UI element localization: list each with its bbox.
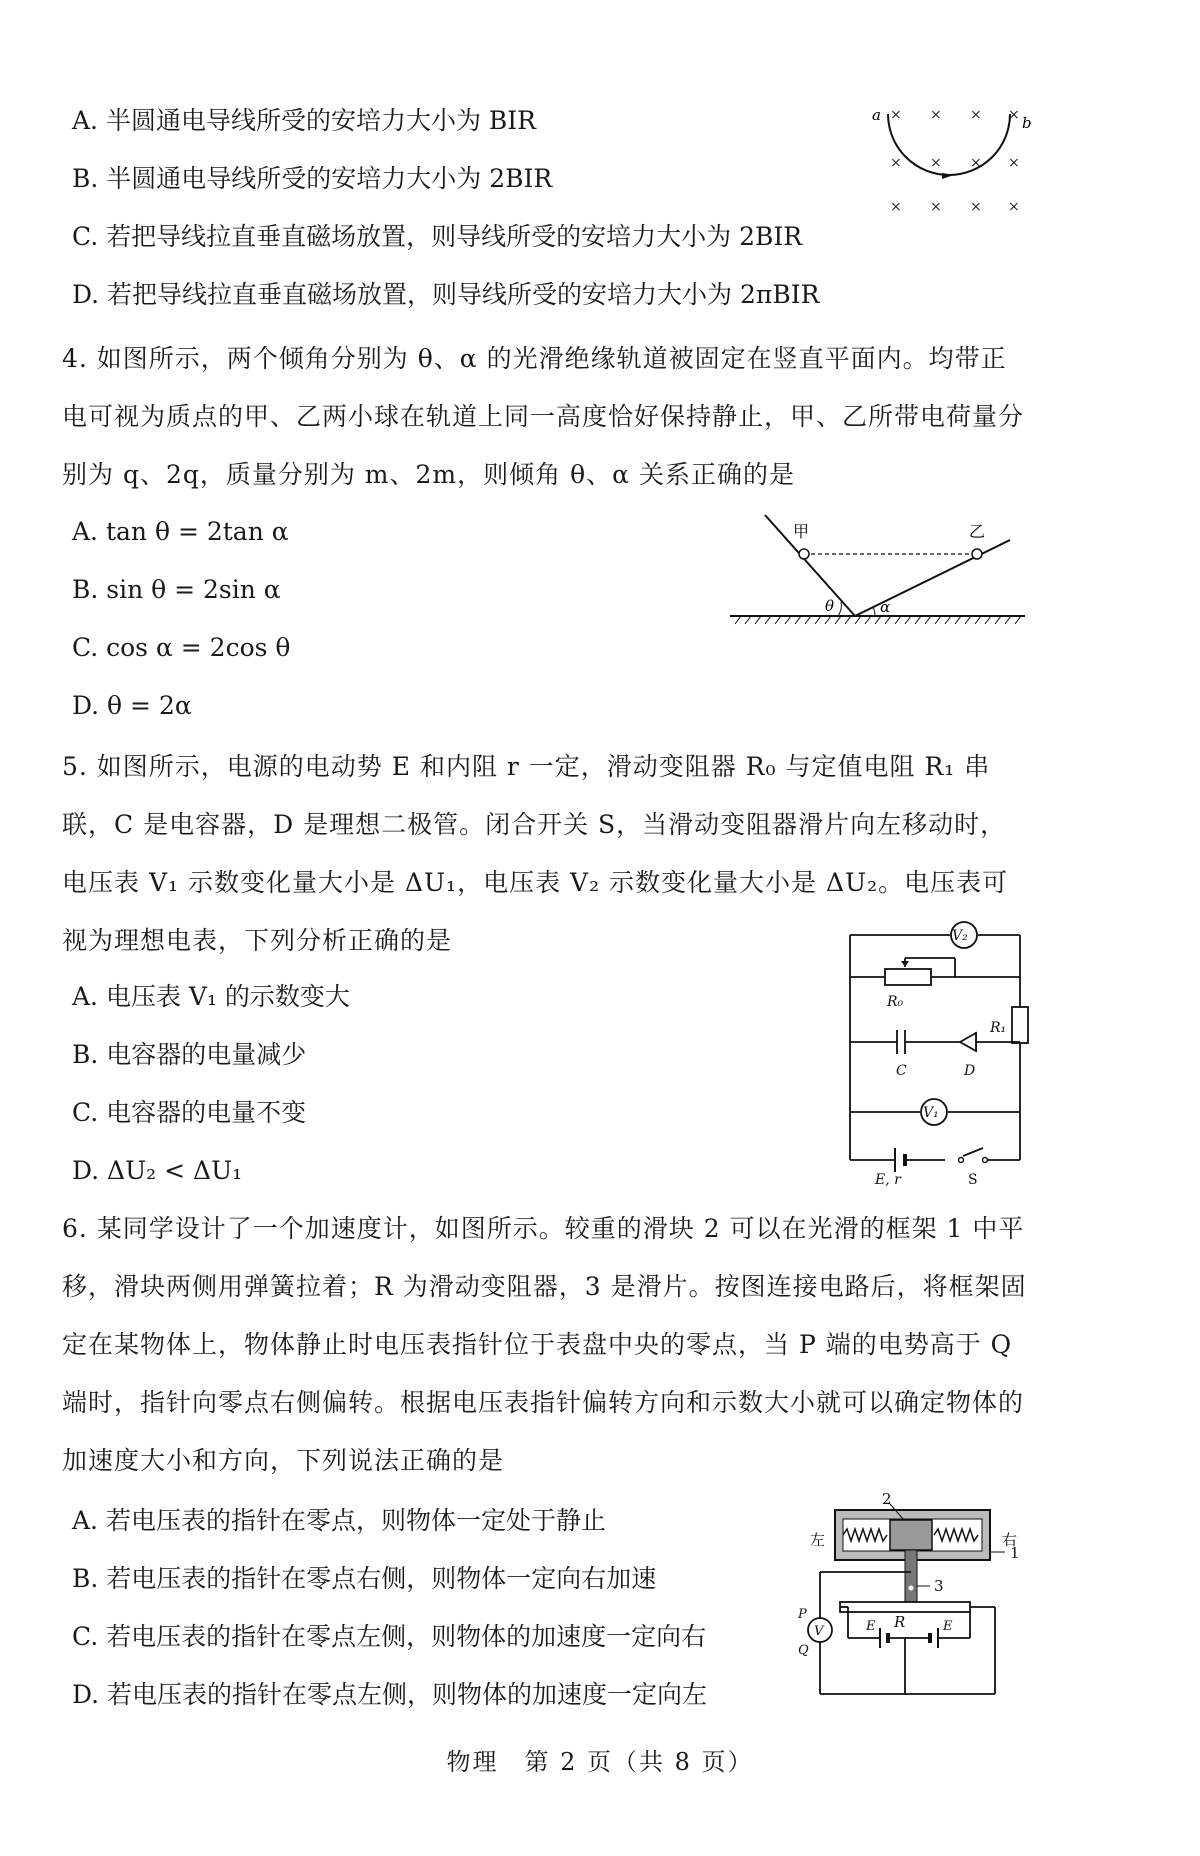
label-1: 1 [1010, 1544, 1020, 1562]
q3-option-a: A. 半圆通电导线所受的安培力大小为 BIR [72, 106, 536, 135]
cross-mark: × [1008, 107, 1020, 123]
q3-option-b: B. 半圆通电导线所受的安培力大小为 2BIR [72, 164, 553, 193]
slider-block-2 [890, 1520, 932, 1550]
label-q: Q [798, 1643, 809, 1658]
q5-figure-circuit [845, 920, 1035, 1188]
label-r0: R₀ [887, 994, 904, 1010]
page-footer: 物理 第 2 页（共 8 页） [446, 1748, 754, 1776]
angle-theta: θ [825, 597, 835, 615]
label-3: 3 [934, 1577, 944, 1595]
label-c: C [896, 1063, 907, 1079]
current-arrow [942, 173, 954, 179]
q4-option-d: D. θ = 2α [72, 691, 192, 720]
q5-option-b: B. 电容器的电量减少 [72, 1040, 307, 1069]
label-jia: 甲 [793, 522, 810, 541]
ball-yi [972, 549, 982, 559]
cross-mark: × [890, 199, 902, 215]
label-d: D [964, 1063, 976, 1079]
angle-alpha: α [880, 598, 891, 616]
rheostat-r [840, 1602, 970, 1612]
q4-stem: 4. 如图所示，两个倾角分别为 θ、α 的光滑绝缘轨道被固定在竖直平面内。均带正电可视为质点的甲、乙两小球在轨道上同一高度恰好保持静止，甲、乙所带电荷量分别为 q、2q，质量分别为 m、2m，则倾角 θ、α 关系正确的是 [62, 344, 1025, 489]
cross-mark: × [890, 107, 902, 123]
label-2: 2 [882, 1490, 892, 1508]
label-left: 左 [810, 1531, 826, 1549]
q3-figure-semicircle [860, 100, 1040, 225]
q3-option-d: D. 若把导线拉直垂直磁场放置，则导线所受的安培力大小为 2πBIR [72, 280, 820, 309]
q4-option-c: C. cos α = 2cos θ [72, 633, 291, 662]
q6-option-c: C. 若电压表的指针在零点左侧，则物体的加速度一定向右 [72, 1622, 707, 1651]
q6-option-b: B. 若电压表的指针在零点右侧，则物体一定向右加速 [72, 1564, 657, 1593]
q5-stem: 5. 如图所示，电源的电动势 E 和内阻 r 一定，滑动变阻器 R₀ 与定值电阻 R₁ 串联，C 是电容器，D 是理想二极管。闭合开关 S，当滑动变阻器滑片向左移动时，电压表 V₁ 示数变化量大小是 ΔU₁，电压表 V₂ 示数变化量大小是 ΔU₂。电压表可视为理想电表，下列分析正确的是 [62, 752, 1009, 955]
label-right: 右 [1002, 1531, 1018, 1549]
label-v: V [814, 1624, 824, 1639]
cross-mark: × [1008, 199, 1020, 215]
label-p: P [798, 1607, 807, 1622]
label-b: b [1022, 114, 1032, 132]
cross-mark: × [930, 107, 942, 123]
label-yi: 乙 [969, 522, 986, 541]
q6-stem: 6. 某同学设计了一个加速度计，如图所示。较重的滑块 2 可以在光滑的框架 1 中平移，滑块两侧用弹簧拉着；R 为滑动变阻器，3 是滑片。按图连接电路后，将框架固定在某物体上，物体静止时电压表指针位于表盘中央的零点，当 P 端的电势高于 Q 端时，指针向零点右侧偏转。根据电压表指针偏转方向和示数大小就可以确定物体的加速度大小和方向，下列说法正确的是 [62, 1214, 1027, 1475]
cross-mark: × [890, 155, 902, 171]
label-er: E, r [875, 1172, 901, 1188]
label-r1: R₁ [990, 1020, 1007, 1036]
label-r: R [894, 1613, 906, 1631]
cross-mark: × [930, 155, 942, 171]
q6-option-a: A. 若电压表的指针在零点，则物体一定处于静止 [72, 1506, 606, 1535]
ball-jia [799, 549, 809, 559]
label-e1: E [866, 1619, 876, 1634]
q6-figure-accelerometer [780, 1490, 1035, 1710]
q5-option-a: A. 电压表 V₁ 的示数变大 [72, 982, 350, 1011]
label-v1: V₁ [923, 1105, 939, 1121]
q4-option-a: A. tan θ = 2tan α [72, 517, 289, 546]
q4-figure-inclines [725, 510, 1030, 635]
cross-mark: × [930, 199, 942, 215]
label-a: a [872, 106, 881, 124]
q5-option-d: D. ΔU₂ < ΔU₁ [72, 1156, 243, 1185]
q3-option-c: C. 若把导线拉直垂直磁场放置，则导线所受的安培力大小为 2BIR [72, 222, 803, 251]
cross-mark: × [970, 155, 982, 171]
cross-mark: × [970, 199, 982, 215]
right-track [855, 540, 1010, 616]
left-track [765, 515, 855, 616]
q5-option-c: C. 电容器的电量不变 [72, 1098, 307, 1127]
q6-option-d: D. 若电压表的指针在零点左侧，则物体的加速度一定向左 [72, 1680, 708, 1709]
label-s: S [968, 1172, 978, 1188]
cross-mark: × [1008, 155, 1020, 171]
cross-mark: × [970, 107, 982, 123]
q4-option-b: B. sin θ = 2sin α [72, 575, 281, 604]
semicircle-wire [888, 114, 1010, 175]
label-v2: V₂ [952, 928, 968, 944]
label-e2: E [943, 1619, 953, 1634]
